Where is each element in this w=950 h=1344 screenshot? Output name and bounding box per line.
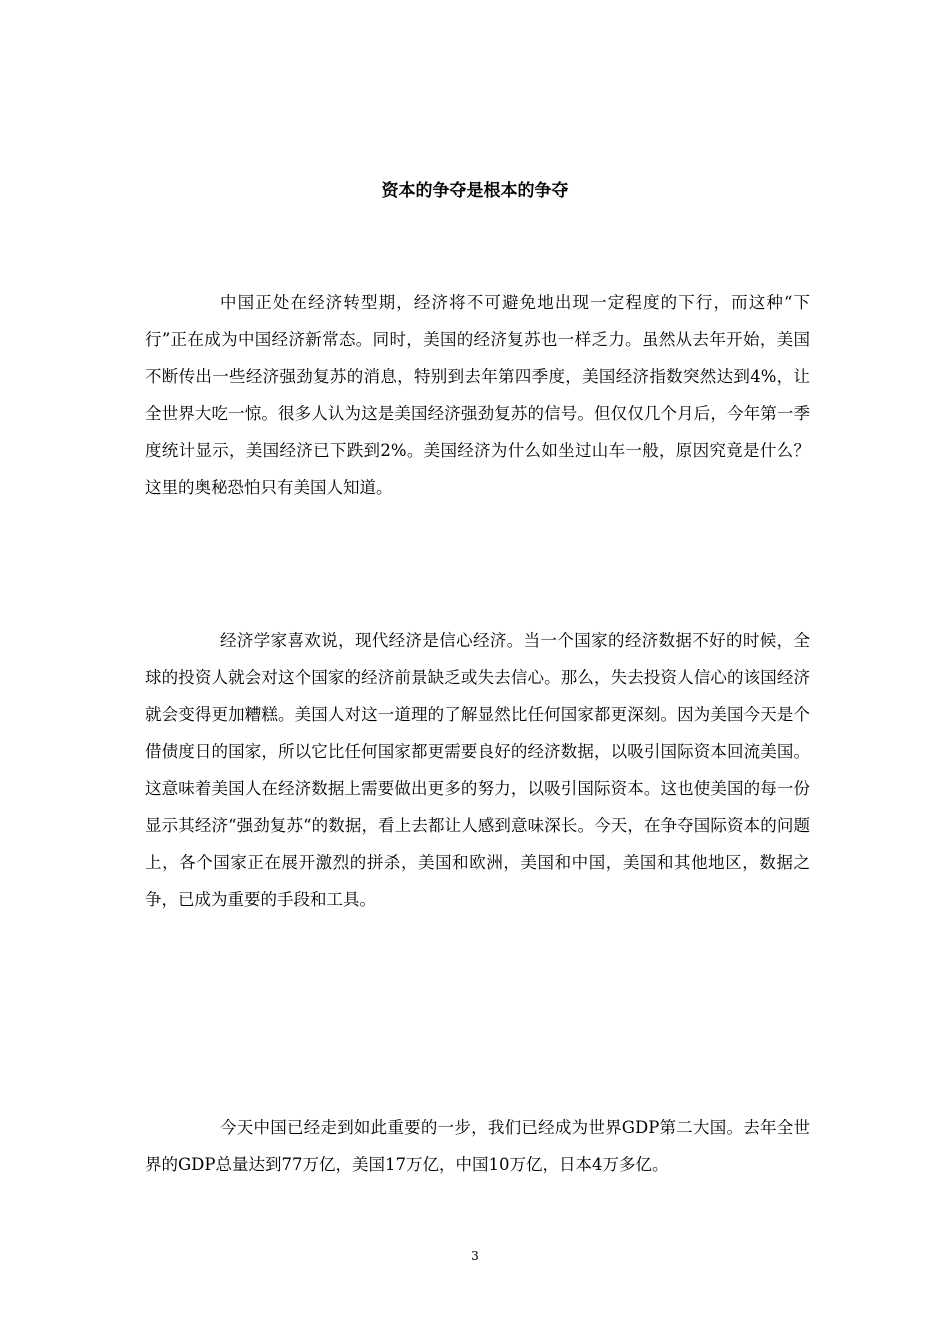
paragraph-2: 经济学家喜欢说，现代经济是信心经济。当一个国家的经济数据不好的时候，全球的投资人就会对这个国家的经济前景缺乏或失去信心。那么，失去投资人信心的该国经济就会变得更加糟糕。美国人对这一道理的了解显然比任何国家都更深刻。因为美国今天是个借债度日的国家，所以它比任何国家都更需要良好的经济数据，以吸引国际资本回流美国。这意味着美国人在经济数据上需要做出更多的努力，以吸引国际资本。这也使美国的每一份显示其经济“强劲复苏“的数据，看上去都让人感到意味深长。今天，在争夺国际资本的问题上，各个国家正在展开激烈的拼杀，美国和欧洲，美国和中国，美国和其他地区，数据之争，已成为重要的手段和工具。 — [145, 631, 810, 909]
paragraph-3: 今天中国已经走到如此重要的一步，我们已经成为世界GDP第二大国。去年全世界的GDP总量达到77万亿，美国17万亿，中国10万亿，日本4万多亿。 — [145, 1118, 810, 1174]
paragraph-1: 中国正处在经济转型期，经济将不可避免地出现一定程度的下行，而这种“下行”正在成为中国经济新常态。同时，美国的经济复苏也一样乏力。虽然从去年开始，美国不断传出一些经济强劲复苏的消息，特别到去年第四季度，美国经济指数突然达到4%，让全世界大吃一惊。很多人认为这是美国经济强劲复苏的信号。但仅仅几个月后，今年第一季度统计显示，美国经济已下跌到2%。美国经济为什么如坐过山车一般，原因究竟是什么？这里的奥秘恐怕只有美国人知道。 — [145, 293, 810, 497]
document-title: 资本的争夺是根本的争夺 — [381, 181, 569, 201]
page-number: 3 — [471, 1249, 479, 1263]
